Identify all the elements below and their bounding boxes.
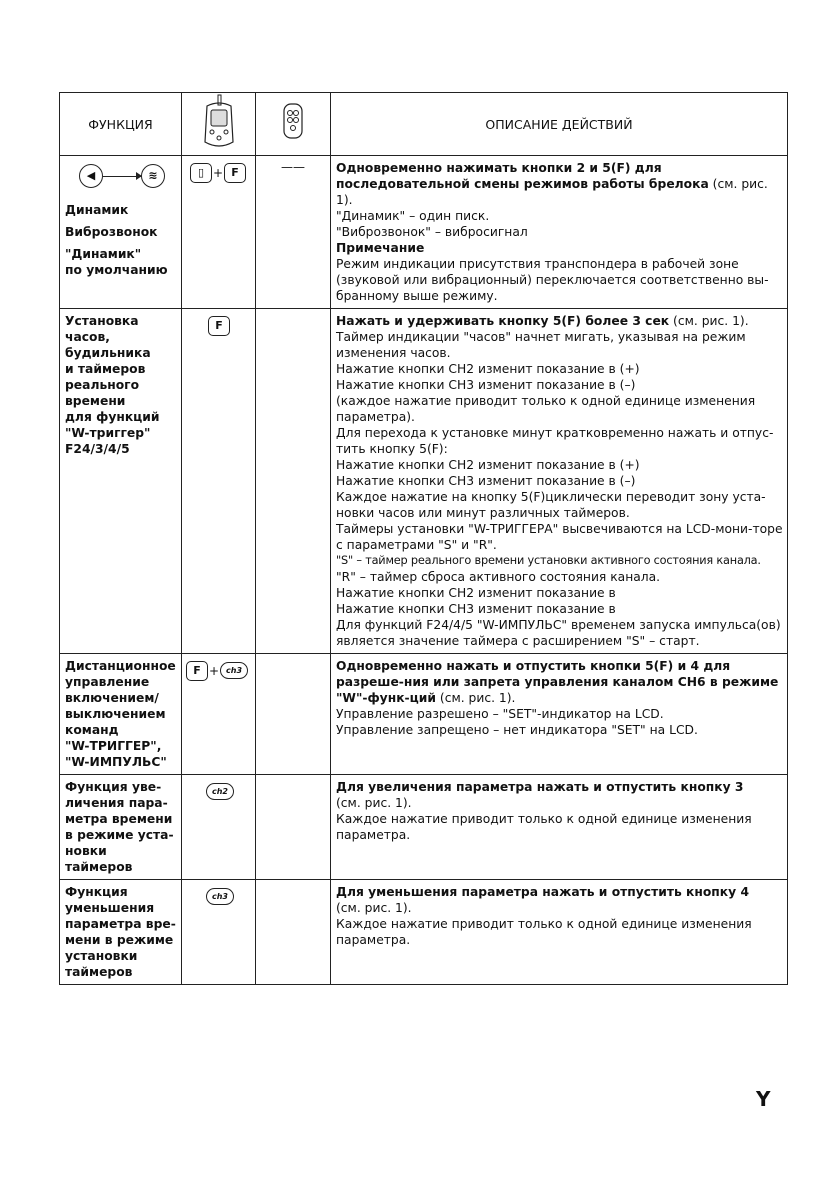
table-row — [60, 309, 788, 654]
function-label: F24/3/4/5 — [65, 442, 130, 456]
desc-text: Нажать и удерживать кнопку 5(F) более 3 сек — [336, 314, 670, 328]
desc-text: (см. рис. 1). — [336, 901, 412, 915]
function-label: уменьшения — [65, 901, 155, 915]
function-label: "Динамик" — [65, 247, 142, 261]
function-label: для функций — [65, 410, 160, 424]
function-label: выключением — [65, 707, 166, 721]
function-label: включением/ — [65, 691, 159, 705]
function-label: Виброзвонок — [65, 225, 158, 239]
table-row — [60, 775, 788, 880]
desc-text: "S" – таймер реального времени установки активного состояния канала. — [336, 554, 761, 567]
simple-remote-icon — [278, 101, 308, 143]
desc-text: (см. рис. 1). — [669, 314, 749, 328]
function-label: личения пара- — [65, 796, 168, 810]
function-label: Установка часов, — [65, 314, 139, 344]
desc-text: (см. рис. 1). — [436, 691, 516, 705]
function-label: новки таймеров — [65, 844, 133, 874]
table-row — [60, 654, 788, 775]
desc-text: Таймеры установки "W-ТРИГГЕРА" высвечиваются на LCD-мони-торе с параметрами "S" и "R". — [336, 522, 783, 552]
function-label: метра времени — [65, 812, 173, 826]
button-ch3-icon: ch3 — [220, 662, 248, 679]
desc-text: "Динамик" – один писк. — [336, 209, 490, 223]
function-label: Функция уве- — [65, 780, 162, 794]
lcd-remote-icon — [199, 94, 239, 150]
desc-text: Нажатие кнопки CH2 изменит показание в (+) — [336, 362, 640, 376]
function-label: времени — [65, 394, 126, 408]
plus-sign: + — [209, 663, 220, 678]
button-f-icon: F — [186, 661, 208, 681]
arrow-icon — [103, 176, 141, 177]
function-label: "W-ТРИГГЕР", — [65, 739, 162, 753]
table-row — [60, 880, 788, 985]
brand-logo-icon: Y — [756, 1087, 771, 1111]
desc-text: Нажатие кнопки CH3 изменит показание в — [336, 602, 616, 616]
function-label: управление — [65, 675, 150, 689]
function-label: "W-ИМПУЛЬС" — [65, 755, 167, 769]
table-header — [60, 93, 788, 156]
desc-text: Для уменьшения параметра нажать и отпустить кнопку 4 — [336, 885, 749, 899]
function-label: таймеров — [65, 965, 133, 979]
function-label: и таймеров — [65, 362, 146, 376]
desc-text: Режим индикации присутствия транспондера в рабочей зоне (звуковой или вибрационный) переключается соответственно вы-бранному выше режиму. — [336, 257, 769, 303]
speaker-icon: ◀ — [79, 164, 103, 188]
function-label: Динамик — [65, 203, 129, 217]
function-label: реального — [65, 378, 140, 392]
function-label: команд — [65, 723, 119, 737]
function-label: "W-триггер" — [65, 426, 151, 440]
desc-text: Каждое нажатие на кнопку 5(F)циклически переводит зону уста-новки часов или минут различных таймеров. — [336, 490, 766, 520]
desc-text: (см. рис. 1). — [336, 796, 412, 810]
desc-text: Управление разрешено – "SET"-индикатор на LCD. — [336, 707, 664, 721]
desc-text: Таймер индикации "часов" начнет мигать, указывая на режим изменения часов. — [336, 330, 746, 360]
function-label: установки — [65, 949, 138, 963]
function-label: в режиме уста- — [65, 828, 174, 842]
function-label: параметра вре- — [65, 917, 176, 931]
mode-diagram — [79, 164, 177, 188]
table-row — [60, 156, 788, 309]
desc-text: Нажатие кнопки CH3 изменит показание в (–) — [336, 378, 636, 392]
note-title: Примечание — [336, 241, 425, 255]
plus-sign: + — [213, 165, 224, 180]
button-f-icon: F — [224, 163, 246, 183]
desc-text: Одновременно нажимать кнопки 2 и 5(F) для последовательной смены режимов работы брелока — [336, 161, 709, 191]
function-label: будильника — [65, 346, 151, 360]
desc-text: Нажатие кнопки CH3 изменит показание в (–) — [336, 474, 636, 488]
desc-text: Нажатие кнопки CH2 изменит показание в (+) — [336, 458, 640, 472]
vibration-icon: ≋ — [141, 164, 165, 188]
function-label: Дистанционное — [65, 659, 176, 673]
button-ch3-icon: ch3 — [206, 888, 234, 905]
desc-text: "Виброзвонок" – вибросигнал — [336, 225, 528, 239]
no-action: —— — [256, 156, 331, 309]
desc-text: Каждое нажатие приводит только к одной единице изменения параметра. — [336, 812, 752, 842]
description-header: ОПИСАНИЕ ДЕЙСТВИЙ — [485, 116, 633, 132]
function-label: Функция — [65, 885, 128, 899]
button-ch2-icon: ch2 — [206, 783, 234, 800]
desc-text: (каждое нажатие приводит только к одной единице изменения параметра). — [336, 394, 756, 424]
button-2-icon: ▯ — [190, 163, 212, 183]
button-f-icon: F — [208, 316, 230, 336]
desc-text: Нажатие кнопки CH2 изменит показание в — [336, 586, 616, 600]
function-label: по умолчанию — [65, 263, 168, 277]
desc-text: Каждое нажатие приводит только к одной единице изменения параметра. — [336, 917, 752, 947]
function-header: ФУНКЦИЯ — [88, 116, 153, 132]
desc-text: Управление запрещено – нет индикатора "SET" на LCD. — [336, 723, 698, 737]
desc-text: Одновременно нажать и отпустить кнопки 5(F) и 4 для разреше-ния или запрета управления каналом CH6 в режиме "W"-функ-ций — [336, 659, 779, 705]
desc-text: Для функций F24/4/5 "W-ИМПУЛЬС" временем запуска импульса(ов) является значение таймера с расширением "S" – старт. — [336, 618, 781, 648]
desc-text: "R" – таймер сброса активного состояния канала. — [336, 570, 661, 584]
function-label: мени в режиме — [65, 933, 174, 947]
desc-text: (см. рис. 1). — [336, 177, 768, 207]
desc-text: Для перехода к установке минут кратковременно нажать и отпус-тить кнопку 5(F): — [336, 426, 774, 456]
desc-text: Для увеличения параметра нажать и отпустить кнопку 3 — [336, 780, 744, 794]
functions-table — [59, 92, 788, 985]
